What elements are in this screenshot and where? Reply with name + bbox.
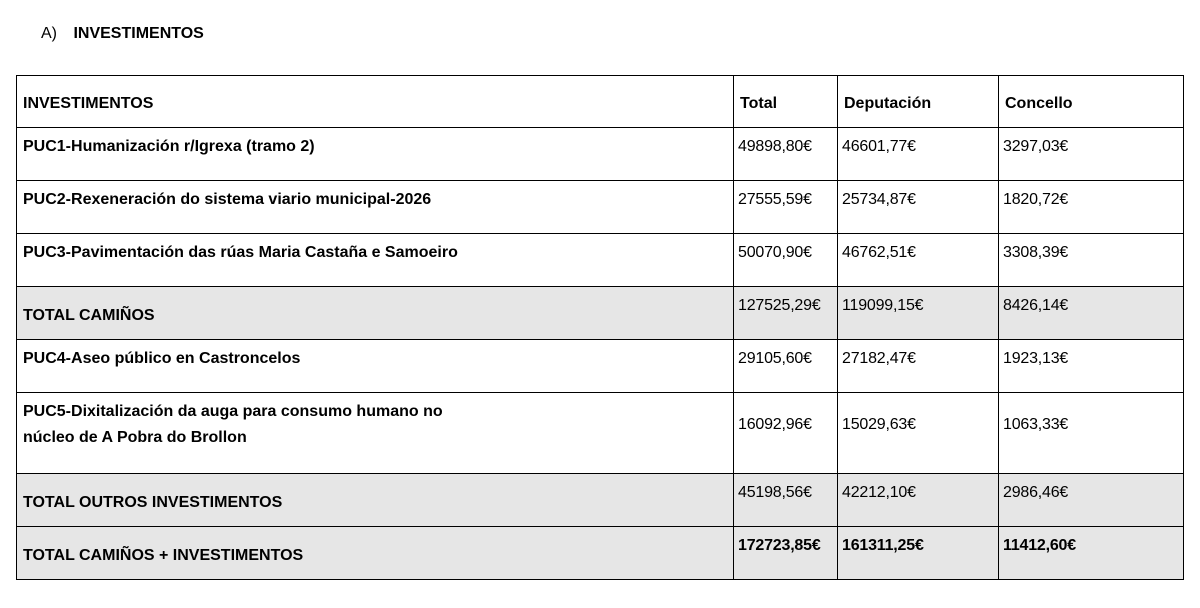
row-total: 45198,56€ <box>734 474 838 527</box>
row-label-line: núcleo de A Pobra do Brollon <box>23 429 247 446</box>
row-label: PUC3-Pavimentación das rúas Maria Castaña e Samoeiro <box>17 234 734 287</box>
row-total: 27555,59€ <box>734 181 838 234</box>
row-label <box>17 393 734 474</box>
header-investimentos: INVESTIMENTOS <box>17 76 734 128</box>
row-deputacion: 161311,25€ <box>838 527 999 580</box>
row-deputacion: 119099,15€ <box>838 287 999 340</box>
row-concello: 1923,13€ <box>999 340 1184 393</box>
grand-total-row <box>17 527 1184 580</box>
row-label: TOTAL OUTROS INVESTIMENTOS <box>17 474 734 527</box>
table-row <box>17 340 1184 393</box>
row-concello: 8426,14€ <box>999 287 1184 340</box>
row-deputacion: 27182,47€ <box>838 340 999 393</box>
header-concello: Concello <box>999 76 1184 128</box>
table-row <box>17 128 1184 181</box>
row-total: 49898,80€ <box>734 128 838 181</box>
section-heading <box>41 24 204 44</box>
row-label-line: PUC5-Dixitalización da auga para consumo humano no <box>23 403 443 420</box>
section-marker: A) <box>41 25 57 42</box>
row-concello: 1820,72€ <box>999 181 1184 234</box>
header-deputacion: Deputación <box>838 76 999 128</box>
subtotal-row <box>17 287 1184 340</box>
row-total: 16092,96€ <box>734 393 838 474</box>
section-title: INVESTIMENTOS <box>73 25 204 42</box>
table-row <box>17 234 1184 287</box>
row-deputacion: 46762,51€ <box>838 234 999 287</box>
row-total: 29105,60€ <box>734 340 838 393</box>
row-total: 172723,85€ <box>734 527 838 580</box>
row-deputacion: 46601,77€ <box>838 128 999 181</box>
row-concello: 2986,46€ <box>999 474 1184 527</box>
row-concello: 3308,39€ <box>999 234 1184 287</box>
row-total: 50070,90€ <box>734 234 838 287</box>
table-header-row <box>17 76 1184 128</box>
row-label: PUC4-Aseo público en Castroncelos <box>17 340 734 393</box>
row-label: PUC1-Humanización r/Igrexa (tramo 2) <box>17 128 734 181</box>
row-total: 127525,29€ <box>734 287 838 340</box>
row-deputacion: 15029,63€ <box>838 393 999 474</box>
row-concello: 3297,03€ <box>999 128 1184 181</box>
row-label: PUC2-Rexeneración do sistema viario municipal-2026 <box>17 181 734 234</box>
table-row <box>17 181 1184 234</box>
row-label: TOTAL CAMIÑOS <box>17 287 734 340</box>
table-row <box>17 393 1184 474</box>
subtotal-row <box>17 474 1184 527</box>
investments-table <box>16 75 1184 580</box>
row-concello: 1063,33€ <box>999 393 1184 474</box>
row-deputacion: 25734,87€ <box>838 181 999 234</box>
row-label: TOTAL CAMIÑOS + INVESTIMENTOS <box>17 527 734 580</box>
header-total: Total <box>734 76 838 128</box>
row-deputacion: 42212,10€ <box>838 474 999 527</box>
row-concello: 11412,60€ <box>999 527 1184 580</box>
